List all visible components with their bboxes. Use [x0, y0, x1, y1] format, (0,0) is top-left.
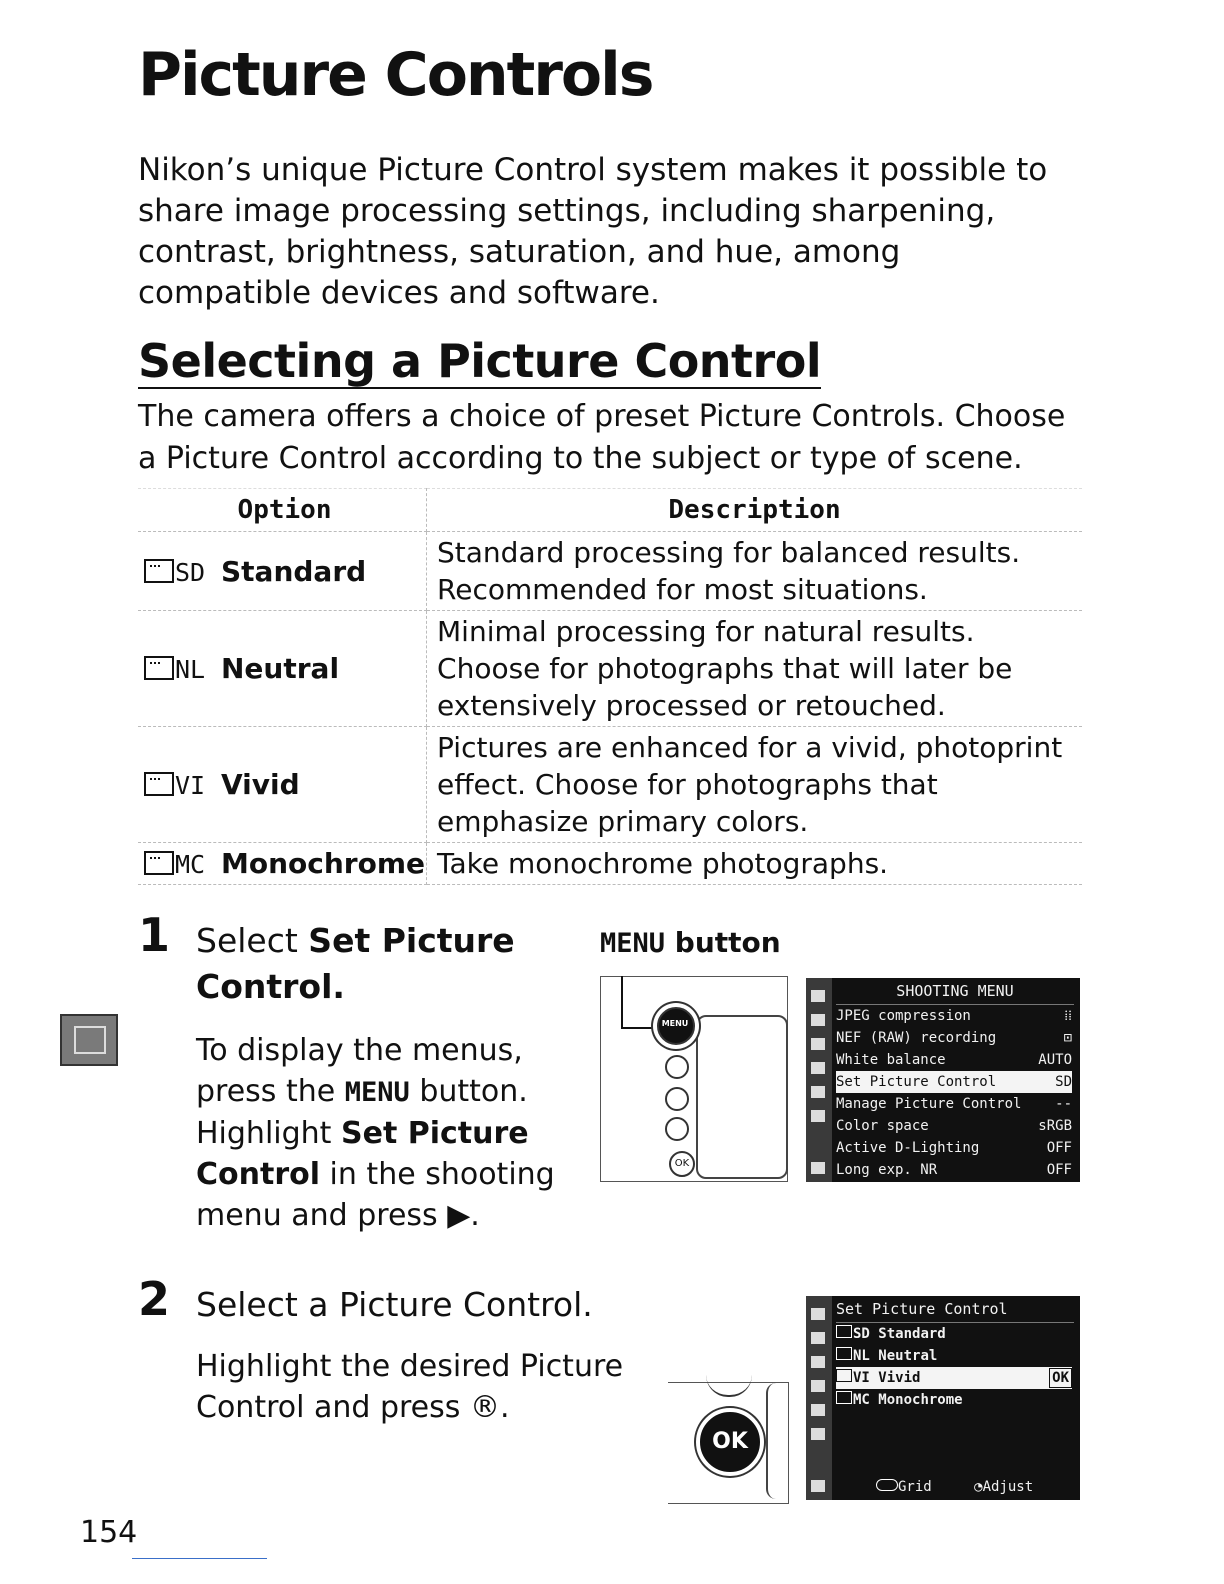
menu-button: MENU	[661, 1019, 689, 1028]
menu-row: White balance AUTO	[836, 1052, 1072, 1068]
page-number: 154	[80, 1515, 138, 1550]
menu-row-selected: Set Picture Control SD	[836, 1071, 1072, 1093]
option-name: Monochrome	[221, 847, 426, 880]
step-1-title-bold: Set Picture Control	[196, 921, 515, 1006]
menu-button-caption	[600, 926, 781, 959]
description-cell: Pictures are enhanced for a vivid, photoprint effect. Choose for photographs that emphasize primary colors.	[427, 727, 1082, 843]
step-1-title	[196, 918, 556, 1010]
description-cell: Minimal processing for natural results. Choose for photographs that will later be extensively processed or retouched.	[427, 611, 1082, 727]
step-1-text: To display the menus, press the	[196, 1033, 523, 1109]
step-2-text: Highlight the desired Picture Control and press	[196, 1349, 624, 1425]
menu-row: SD Standard	[836, 1323, 1072, 1345]
shooting-menu-tab-icon	[60, 1014, 118, 1066]
section-title: Selecting a Picture Control	[138, 334, 822, 388]
adjust-icon: ◔	[974, 1479, 983, 1495]
option-code: SD	[175, 557, 206, 587]
set-picture-control-screen	[806, 1296, 1080, 1500]
description-cell: Standard processing for balanced results. Recommended for most situations.	[427, 532, 1082, 611]
option-cell	[138, 727, 427, 843]
header-description: Description	[427, 489, 1082, 532]
option-code: NL	[175, 655, 206, 684]
intro-paragraph: Nikon’s unique Picture Control system makes it possible to share image processing settings, including sharpening, contrast, brightness, saturation, and hue, among compatible devices and software.	[138, 152, 1048, 311]
picture-control-icon	[144, 772, 174, 796]
camera-back-illustration	[600, 976, 788, 1182]
menu-row: NEF (RAW) recording ⊡	[836, 1030, 1072, 1046]
option-code: MC	[175, 850, 206, 879]
screen-title: SHOOTING MENU	[836, 982, 1074, 1005]
picture-control-table	[138, 488, 1082, 885]
page-rule	[132, 1558, 267, 1559]
ok-button-small: OK	[669, 1151, 695, 1177]
table-row	[138, 843, 1082, 885]
step-1-text: .	[470, 1198, 480, 1233]
menu-row: Color space sRGB	[836, 1118, 1072, 1134]
screen-title: Set Picture Control	[836, 1300, 1074, 1323]
table-row	[138, 727, 1082, 843]
step-1-title-pre: Select	[196, 921, 309, 960]
zoom-out-button-icon	[665, 1087, 689, 1111]
step-1-body	[196, 1030, 566, 1236]
screen-footer: Grid ◔Adjust	[876, 1476, 1072, 1498]
step-2-title: Select a Picture Control.	[196, 1285, 593, 1324]
table-header-row	[138, 489, 1082, 532]
picture-control-icon	[144, 851, 174, 875]
step-2-number: 2	[138, 1272, 171, 1326]
option-code: VI	[175, 771, 206, 800]
page-title: Picture Controls	[138, 40, 653, 110]
table-row	[138, 611, 1082, 727]
step-1-text: button. Highlight	[196, 1074, 528, 1151]
menu-row-selected: VI Vivid OK	[836, 1367, 1072, 1389]
header-option: Option	[138, 489, 427, 532]
option-name: Standard	[221, 554, 367, 588]
menu-row: Manage Picture Control --	[836, 1096, 1072, 1112]
table-row	[138, 532, 1082, 611]
picture-control-icon	[144, 656, 174, 680]
step-2-text: .	[499, 1390, 510, 1425]
picture-control-icon	[144, 559, 174, 583]
ok-button: OK	[696, 1408, 764, 1476]
menu-row: NL Neutral	[836, 1345, 1072, 1367]
zoom-in-button-icon	[665, 1117, 689, 1141]
menu-caption-label: MENU	[600, 928, 666, 959]
menu-row: Long exp. NR OFF	[836, 1162, 1072, 1178]
option-cell	[138, 843, 427, 885]
option-name: Vivid	[221, 768, 300, 801]
step-1-bold-text: Set Picture Control	[196, 1116, 529, 1192]
protect-button-icon	[665, 1055, 689, 1079]
menu-row: MC Monochrome	[836, 1389, 1072, 1411]
option-cell	[138, 611, 427, 727]
menu-row: JPEG compression ⁞⁞	[836, 1008, 1072, 1024]
section-description: The camera offers a choice of preset Picture Controls. Choose a Picture Control according to the subject or type of scene.	[138, 399, 1066, 476]
description-cell: Take monochrome photographs.	[427, 843, 1082, 885]
step-1-title-post: .	[332, 967, 345, 1006]
step-1-text: in the shooting menu and press	[196, 1157, 555, 1233]
menu-button-label: MENU	[344, 1077, 410, 1108]
menu-row: Active D-Lighting OFF	[836, 1140, 1072, 1156]
menu-caption-text: button	[665, 926, 781, 959]
step-2-body	[196, 1346, 626, 1428]
shooting-menu-screen	[806, 978, 1080, 1182]
option-cell	[138, 532, 427, 611]
help-icon	[811, 1480, 825, 1492]
right-arrow-icon: ▶	[447, 1198, 471, 1233]
ok-button-icon: ®	[469, 1390, 500, 1425]
step-1-number: 1	[138, 908, 171, 962]
help-icon	[811, 1162, 825, 1174]
grid-icon	[876, 1479, 898, 1491]
option-name: Neutral	[221, 652, 340, 685]
